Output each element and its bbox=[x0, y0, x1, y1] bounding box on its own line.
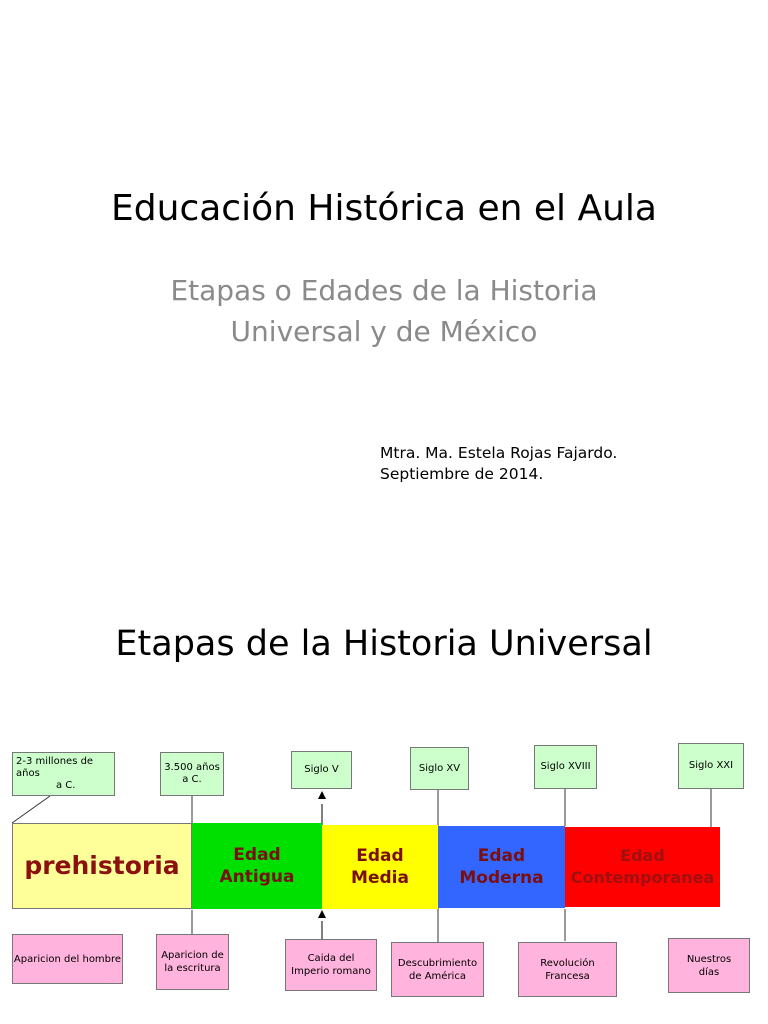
date-note-3500: 3.500 años a C. bbox=[160, 752, 224, 796]
date-note-siglo-xv: Siglo XV bbox=[410, 747, 469, 790]
slide-subtitle bbox=[0, 270, 768, 352]
event-note-aparicion-escritura: Aparicion de la escritura bbox=[156, 934, 229, 990]
era-edad-moderna bbox=[438, 826, 565, 908]
date-note-siglo-xxi: Siglo XXI bbox=[678, 743, 744, 789]
era-edad-antigua bbox=[192, 823, 322, 909]
presentation-date: Septiembre de 2014. bbox=[380, 465, 544, 483]
event-note-revolucion: Revolución Francesa bbox=[518, 942, 617, 997]
event-note-caida-imperio: Caida del Imperio romano bbox=[285, 939, 377, 991]
era-prehistoria bbox=[12, 823, 192, 909]
timeline-slide bbox=[0, 580, 768, 1024]
author-block bbox=[380, 443, 617, 485]
author-name: Mtra. Ma. Estela Rojas Fajardo. bbox=[380, 444, 618, 462]
timeline-slide-title: Etapas de la Historia Universal bbox=[115, 624, 653, 664]
date-note-prehistoria: 2-3 millones de años a C. bbox=[12, 752, 115, 796]
era-edad-contemporanea bbox=[565, 827, 720, 907]
era-edad-media bbox=[322, 825, 438, 909]
slide-title: Educación Histórica en el Aula bbox=[111, 188, 657, 229]
subtitle-line-1: Etapas o Edades de la Historia bbox=[170, 274, 598, 307]
era-label: Edad Contemporanea bbox=[570, 846, 715, 887]
era-label: Edad Antigua bbox=[219, 845, 295, 887]
event-note-aparicion-hombre: Aparicion del hombre bbox=[12, 934, 123, 984]
event-note-nuestros-dias: Nuestros días bbox=[668, 938, 750, 993]
date-note-siglo-xviii: Siglo XVIII bbox=[534, 745, 597, 789]
era-label: Edad Media bbox=[351, 846, 409, 888]
era-label: Edad Moderna bbox=[459, 846, 544, 888]
date-note-siglo-v: Siglo V bbox=[291, 751, 352, 789]
event-note-descubrimiento: Descubrimiento de América bbox=[391, 942, 484, 997]
era-label: prehistoria bbox=[24, 851, 180, 880]
timeline-diagram bbox=[0, 580, 768, 1024]
subtitle-line-2: Universal y de México bbox=[230, 315, 538, 348]
